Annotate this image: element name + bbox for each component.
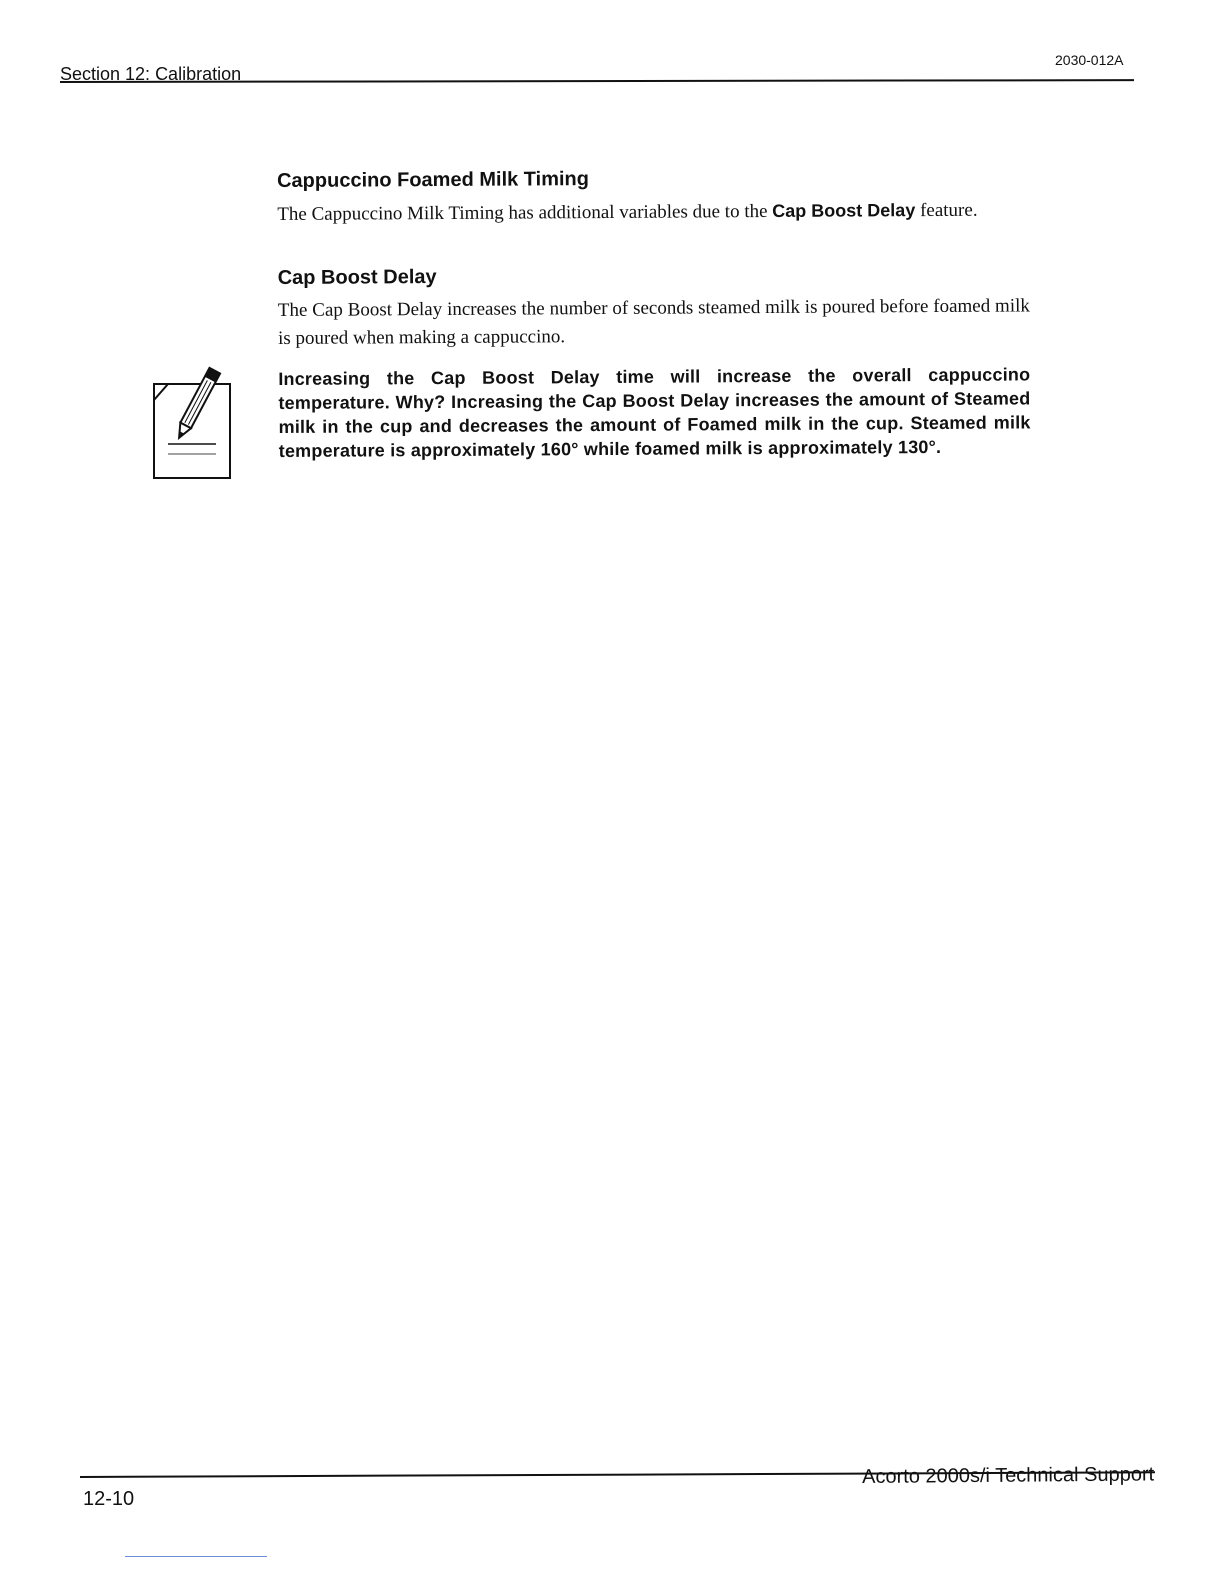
section-heading-cap-boost-delay: Cap Boost Delay bbox=[277, 266, 437, 289]
note-pencil-icon bbox=[148, 366, 236, 484]
paragraph-text-start: The Cappuccino Milk Timing has additional variables due to the bbox=[277, 200, 773, 225]
scan-artifact-line bbox=[125, 1556, 267, 1557]
main-content bbox=[277, 163, 1031, 463]
footer-document-title: Acorto 2000s/i Technical Support bbox=[862, 1463, 1155, 1488]
paragraph-foamed-milk-timing bbox=[277, 195, 1029, 229]
section-heading-foamed-milk-timing: Cappuccino Foamed Milk Timing bbox=[277, 168, 590, 192]
paragraph-text-bold: Cap Boost Delay bbox=[772, 200, 916, 221]
paragraph-cap-boost-delay: The Cap Boost Delay increases the number of seconds steamed milk is poured before foamed milk is poured when making a cappuccino. bbox=[277, 295, 1030, 349]
header-doc-number: 2030-012A bbox=[1055, 52, 1124, 68]
header-section-title: Section 12: Calibration bbox=[60, 64, 242, 84]
paragraph-text-end: feature. bbox=[915, 199, 978, 222]
footer-page-number: 12-10 bbox=[83, 1488, 135, 1510]
note-text: Increasing the Cap Boost Delay time will increase the overall cappuccino temperature. Why? Increasing the Cap Boost Delay increases the amount of Steamed milk in the cup and decreases the amount of Foamed milk in the cup. Steamed milk temperature is approximately 160° while foamed milk is approximately 130°. bbox=[278, 364, 1031, 461]
